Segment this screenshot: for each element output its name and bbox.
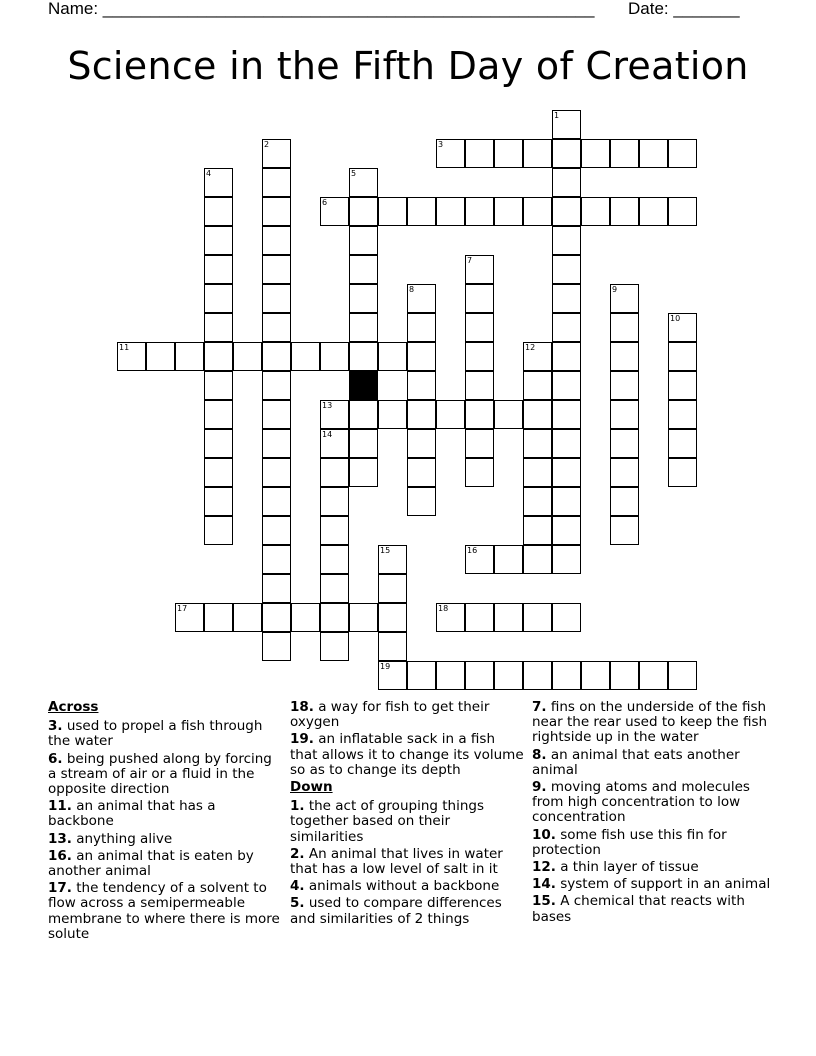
grid-cell[interactable] xyxy=(349,603,378,632)
clue-text: an animal that has a backbone xyxy=(48,798,216,830)
clue-down-15 xyxy=(532,894,772,924)
grid-cell[interactable] xyxy=(494,400,523,429)
grid-cell[interactable] xyxy=(465,545,494,574)
grid-cell[interactable] xyxy=(494,603,523,632)
grid-cell[interactable] xyxy=(552,342,581,371)
grid-cell[interactable] xyxy=(552,139,581,168)
grid-cell[interactable] xyxy=(436,603,465,632)
grid-cell[interactable] xyxy=(320,632,349,661)
clue-number: 17. xyxy=(48,880,72,897)
grid-cell[interactable] xyxy=(175,342,204,371)
grid-cell[interactable] xyxy=(465,400,494,429)
grid-cell[interactable] xyxy=(494,661,523,690)
grid-cell[interactable] xyxy=(320,574,349,603)
grid-cell[interactable] xyxy=(523,603,552,632)
clue-down-5 xyxy=(290,896,526,926)
clue-text: an animal that is eaten by another animal xyxy=(48,847,254,880)
clue-text: A chemical that reacts with bases xyxy=(532,893,745,925)
clue-text: anything alive xyxy=(76,830,173,847)
grid-cell[interactable] xyxy=(639,197,668,226)
grid-cell[interactable] xyxy=(262,197,291,226)
grid-cell[interactable] xyxy=(262,255,291,284)
clue-number: 3. xyxy=(48,718,63,735)
grid-cell[interactable] xyxy=(465,429,494,458)
grid-cell[interactable] xyxy=(262,545,291,574)
clue-number: 1. xyxy=(290,798,305,815)
clue-number: 8. xyxy=(532,746,547,763)
grid-cell[interactable] xyxy=(320,516,349,545)
grid-cell[interactable] xyxy=(668,400,697,429)
grid-cell[interactable] xyxy=(581,197,610,226)
cell-number: 19 xyxy=(380,662,391,671)
clue-text: system of support in an animal xyxy=(560,876,771,893)
grid-cell[interactable] xyxy=(610,429,639,458)
down-heading: Down xyxy=(290,779,333,796)
clue-number: 18. xyxy=(290,699,314,715)
grid-cell[interactable] xyxy=(552,545,581,574)
clue-text: a thin layer of tissue xyxy=(560,859,699,876)
grid-cell[interactable] xyxy=(204,429,233,458)
cell-number: 12 xyxy=(525,343,536,352)
clue-across-16 xyxy=(48,849,283,879)
grid-cell[interactable] xyxy=(378,400,407,429)
grid-cell[interactable] xyxy=(610,197,639,226)
clue-number: 14. xyxy=(532,876,556,893)
grid-cell[interactable] xyxy=(436,400,465,429)
cell-number: 1 xyxy=(554,111,560,120)
grid-cell[interactable] xyxy=(407,371,436,400)
clues-column-2 xyxy=(290,700,526,929)
clue-number: 2. xyxy=(290,845,305,862)
clue-across-13 xyxy=(48,832,283,847)
grid-cell[interactable] xyxy=(610,400,639,429)
grid-cell[interactable] xyxy=(610,487,639,516)
grid-cell[interactable] xyxy=(291,342,320,371)
grid-cell[interactable] xyxy=(349,458,378,487)
grid-cell[interactable] xyxy=(465,603,494,632)
grid-cell[interactable] xyxy=(349,226,378,255)
grid-cell[interactable] xyxy=(407,661,436,690)
grid-cell[interactable] xyxy=(610,313,639,342)
grid-cell[interactable] xyxy=(262,226,291,255)
grid-cell[interactable] xyxy=(320,487,349,516)
grid-cell[interactable] xyxy=(552,487,581,516)
clue-across-3 xyxy=(48,719,283,749)
clue-text: fins on the underside of the fish near the rear used to keep the fish rightside up in the water xyxy=(532,699,768,746)
grid-cell[interactable] xyxy=(407,487,436,516)
grid-cell[interactable] xyxy=(668,342,697,371)
grid-cell[interactable] xyxy=(494,197,523,226)
grid-cell[interactable] xyxy=(407,400,436,429)
clue-across-19 xyxy=(290,732,526,778)
grid-cell[interactable] xyxy=(291,603,320,632)
cell-number: 17 xyxy=(177,604,188,613)
grid-cell[interactable] xyxy=(610,371,639,400)
grid-cell[interactable] xyxy=(349,255,378,284)
clue-number: 12. xyxy=(532,859,556,876)
clue-number: 11. xyxy=(48,798,72,815)
grid-cell[interactable] xyxy=(523,429,552,458)
clue-text: used to propel a fish through the water xyxy=(48,718,263,750)
cell-number: 11 xyxy=(119,343,130,352)
grid-cell[interactable] xyxy=(349,197,378,226)
grid-cell[interactable] xyxy=(378,603,407,632)
grid-cell[interactable] xyxy=(262,574,291,603)
grid-cell[interactable] xyxy=(262,168,291,197)
clue-text: some fish use this fin for protection xyxy=(532,826,727,858)
clue-number: 16. xyxy=(48,847,72,864)
grid-cell[interactable] xyxy=(262,603,291,632)
clue-number: 19. xyxy=(290,731,314,748)
grid-cell[interactable] xyxy=(610,342,639,371)
grid-cell[interactable] xyxy=(465,458,494,487)
grid-cell[interactable] xyxy=(262,139,291,168)
grid-cell[interactable] xyxy=(349,429,378,458)
grid-cell[interactable] xyxy=(552,603,581,632)
grid-cell[interactable] xyxy=(552,168,581,197)
clue-text: an inflatable sack in a fish that allows it to change its volume so as to change its depth xyxy=(290,731,524,778)
clue-text: a way for fish to get their oxygen xyxy=(290,699,490,731)
grid-cell[interactable] xyxy=(407,284,436,313)
grid-cell[interactable] xyxy=(233,342,262,371)
grid-cell[interactable] xyxy=(523,516,552,545)
grid-cell[interactable] xyxy=(639,139,668,168)
cell-number: 3 xyxy=(438,140,444,149)
grid-cell[interactable] xyxy=(262,429,291,458)
grid-cell[interactable] xyxy=(204,400,233,429)
clue-down-4 xyxy=(290,879,526,894)
clue-text: being pushed along by forcing a stream of air or a fluid in the opposite direction xyxy=(48,750,272,798)
grid-cell[interactable] xyxy=(523,545,552,574)
grid-cell[interactable] xyxy=(581,661,610,690)
clue-number: 4. xyxy=(290,878,305,895)
clue-down-8 xyxy=(532,748,772,778)
grid-cell[interactable] xyxy=(320,429,349,458)
grid-cell[interactable] xyxy=(465,342,494,371)
grid-cell[interactable] xyxy=(349,168,378,197)
clue-down-10 xyxy=(532,828,772,858)
grid-cell[interactable] xyxy=(552,255,581,284)
clue-text: the tendency of a solvent to flow across a semipermeable membrane to where there is more solute xyxy=(48,880,280,942)
grid-cell[interactable] xyxy=(407,342,436,371)
grid-cell[interactable] xyxy=(204,371,233,400)
grid-cell[interactable] xyxy=(552,226,581,255)
grid-cell[interactable] xyxy=(378,342,407,371)
grid-cell[interactable] xyxy=(523,371,552,400)
grid-cell[interactable] xyxy=(610,284,639,313)
grid-cell[interactable] xyxy=(349,342,378,371)
grid-cell[interactable] xyxy=(320,400,349,429)
grid-cell[interactable] xyxy=(523,342,552,371)
cell-number: 7 xyxy=(467,256,473,265)
grid-cell[interactable] xyxy=(668,429,697,458)
grid-cell[interactable] xyxy=(204,226,233,255)
grid-cell[interactable] xyxy=(204,342,233,371)
grid-cell[interactable] xyxy=(204,197,233,226)
clue-across-11 xyxy=(48,799,283,829)
grid-cell[interactable] xyxy=(523,139,552,168)
grid-cell[interactable] xyxy=(523,400,552,429)
grid-cell[interactable] xyxy=(146,342,175,371)
grid-cell[interactable] xyxy=(320,458,349,487)
cell-number: 9 xyxy=(612,285,618,294)
grid-cell[interactable] xyxy=(523,661,552,690)
clue-number: 13. xyxy=(48,830,72,847)
grid-cell[interactable] xyxy=(465,197,494,226)
grid-cell[interactable] xyxy=(436,139,465,168)
grid-cell[interactable] xyxy=(523,197,552,226)
grid-cell[interactable] xyxy=(349,313,378,342)
grid-cell[interactable] xyxy=(610,661,639,690)
grid-cell[interactable] xyxy=(494,545,523,574)
clue-number: 7. xyxy=(532,699,547,715)
grid-cell[interactable] xyxy=(407,458,436,487)
grid-cell[interactable] xyxy=(407,429,436,458)
grid-cell[interactable] xyxy=(552,197,581,226)
grid-cell[interactable] xyxy=(204,255,233,284)
grid-cell[interactable] xyxy=(465,139,494,168)
grid-cell[interactable] xyxy=(552,661,581,690)
grid-cell[interactable] xyxy=(262,516,291,545)
clue-down-12 xyxy=(532,860,772,875)
grid-cell[interactable] xyxy=(610,458,639,487)
grid-cell[interactable] xyxy=(262,400,291,429)
clue-text: animals without a backbone xyxy=(308,878,500,895)
cell-number: 8 xyxy=(409,285,415,294)
grid-cell[interactable] xyxy=(436,661,465,690)
grid-cell[interactable] xyxy=(494,139,523,168)
clue-down-2 xyxy=(290,847,526,877)
cell-number: 16 xyxy=(467,546,478,555)
clue-number: 5. xyxy=(290,895,305,912)
cell-number: 4 xyxy=(206,169,212,178)
grid-cell[interactable] xyxy=(320,603,349,632)
clues-column-1 xyxy=(48,700,283,944)
grid-cell[interactable] xyxy=(349,400,378,429)
clue-down-9 xyxy=(532,780,772,826)
clue-text: An animal that lives in water that has a low level of salt in it xyxy=(290,845,503,878)
grid-cell[interactable] xyxy=(407,197,436,226)
grid-cell[interactable] xyxy=(668,458,697,487)
grid-cell[interactable] xyxy=(204,516,233,545)
grid-cell[interactable] xyxy=(175,603,204,632)
grid-cell[interactable] xyxy=(668,371,697,400)
clue-number: 10. xyxy=(532,826,556,843)
cell-number: 2 xyxy=(264,140,270,149)
grid-cell[interactable] xyxy=(117,342,146,371)
clue-text: an animal that eats another animal xyxy=(532,746,740,778)
grid-cell[interactable] xyxy=(262,284,291,313)
grid-cell[interactable] xyxy=(262,342,291,371)
grid-cell[interactable] xyxy=(465,313,494,342)
cell-number: 15 xyxy=(380,546,391,555)
grid-cell[interactable] xyxy=(552,516,581,545)
grid-cell[interactable] xyxy=(581,139,610,168)
cell-number: 18 xyxy=(438,604,449,613)
grid-cell[interactable] xyxy=(552,371,581,400)
grid-cell[interactable] xyxy=(552,400,581,429)
grid-cell[interactable] xyxy=(204,603,233,632)
grid-cell[interactable] xyxy=(204,458,233,487)
across-heading: Across xyxy=(48,699,99,715)
grid-cell[interactable] xyxy=(465,661,494,690)
blocked-cell xyxy=(349,371,378,400)
clue-text: the act of grouping things together based on their similarities xyxy=(290,798,484,845)
clue-number: 15. xyxy=(532,893,556,910)
grid-cell[interactable] xyxy=(378,545,407,574)
date-field-label: Date: _______ xyxy=(628,0,740,18)
grid-cell[interactable] xyxy=(204,168,233,197)
grid-cell[interactable] xyxy=(552,458,581,487)
grid-cell[interactable] xyxy=(204,487,233,516)
grid-cell[interactable] xyxy=(378,661,407,690)
grid-cell[interactable] xyxy=(262,458,291,487)
cell-number: 14 xyxy=(322,430,333,439)
grid-cell[interactable] xyxy=(668,139,697,168)
grid-cell[interactable] xyxy=(465,284,494,313)
page-title: Science in the Fifth Day of Creation xyxy=(67,44,749,88)
grid-cell[interactable] xyxy=(552,284,581,313)
grid-cell[interactable] xyxy=(320,197,349,226)
grid-cell[interactable] xyxy=(378,632,407,661)
grid-cell[interactable] xyxy=(552,110,581,139)
clue-down-7 xyxy=(532,700,772,746)
clue-text: moving atoms and molecules from high concentration to low concentration xyxy=(532,779,750,826)
grid-cell[interactable] xyxy=(610,516,639,545)
grid-cell[interactable] xyxy=(378,574,407,603)
grid-cell[interactable] xyxy=(349,284,378,313)
cell-number: 5 xyxy=(351,169,357,178)
cell-number: 10 xyxy=(670,314,681,323)
clue-across-18 xyxy=(290,700,526,730)
grid-cell[interactable] xyxy=(523,458,552,487)
grid-cell[interactable] xyxy=(465,255,494,284)
clue-across-6 xyxy=(48,752,283,798)
grid-cell[interactable] xyxy=(262,313,291,342)
grid-cell[interactable] xyxy=(262,371,291,400)
grid-cell[interactable] xyxy=(668,313,697,342)
grid-cell[interactable] xyxy=(668,197,697,226)
grid-cell[interactable] xyxy=(407,313,436,342)
grid-cell[interactable] xyxy=(320,545,349,574)
clue-down-1 xyxy=(290,799,526,845)
grid-cell[interactable] xyxy=(523,487,552,516)
grid-cell[interactable] xyxy=(233,603,262,632)
grid-cell[interactable] xyxy=(204,313,233,342)
grid-cell[interactable] xyxy=(436,197,465,226)
cell-number: 6 xyxy=(322,198,328,207)
grid-cell[interactable] xyxy=(465,371,494,400)
clue-number: 6. xyxy=(48,750,63,767)
name-field-label: Name: ____________________________________________________ xyxy=(48,0,595,18)
grid-cell[interactable] xyxy=(204,284,233,313)
grid-cell[interactable] xyxy=(552,313,581,342)
grid-cell[interactable] xyxy=(262,487,291,516)
grid-cell[interactable] xyxy=(320,342,349,371)
grid-cell[interactable] xyxy=(262,632,291,661)
clue-number: 9. xyxy=(532,779,547,796)
clue-down-14 xyxy=(532,877,772,892)
grid-cell[interactable] xyxy=(552,429,581,458)
grid-cell[interactable] xyxy=(668,661,697,690)
clues-column-3 xyxy=(532,700,772,927)
clue-text: used to compare differences and similarities of 2 things xyxy=(290,895,502,927)
grid-cell[interactable] xyxy=(610,139,639,168)
grid-cell[interactable] xyxy=(639,661,668,690)
grid-cell[interactable] xyxy=(378,197,407,226)
clue-across-17 xyxy=(48,881,283,942)
cell-number: 13 xyxy=(322,401,333,410)
